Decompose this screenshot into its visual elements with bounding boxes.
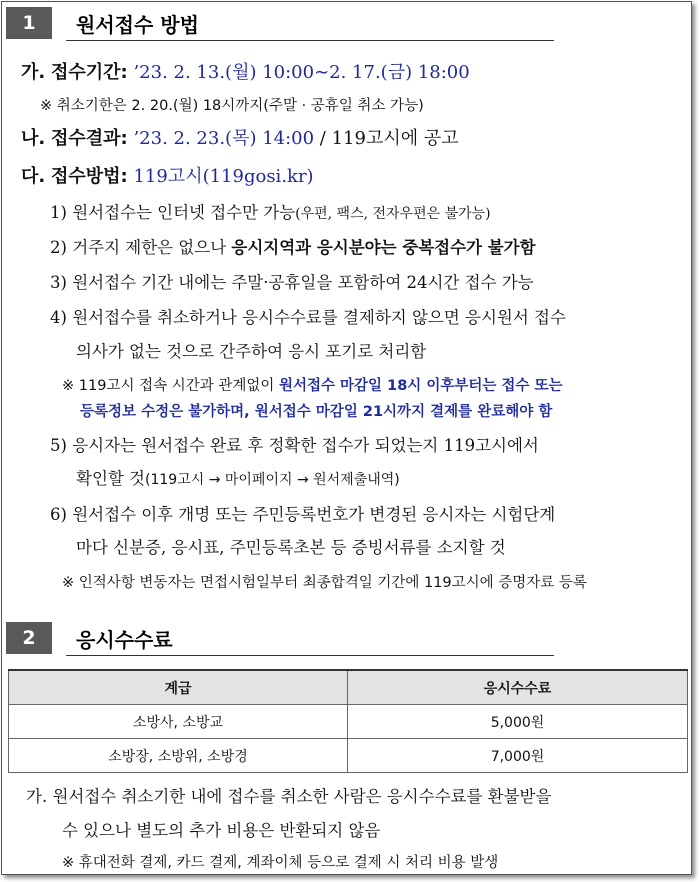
list-item [50, 199, 491, 223]
item-small: (우편, 팩스, 전자우편은 불가능) [295, 206, 491, 222]
note-emphasis: 원서접수 마감일 18시 이후부터는 접수 또는 [278, 378, 563, 394]
section-rule [66, 655, 554, 656]
item-text: 응시자는 원서접수 완료 후 정확한 접수가 되었는지 119고시에서 [72, 436, 539, 455]
result-value: ’23. 2. 23.(목) 14:00 [133, 128, 315, 149]
item-emphasis: 응시지역과 응시분야는 중복접수가 불가함 [231, 238, 536, 257]
section-1-header [6, 7, 554, 39]
deadline-warning-note [62, 374, 563, 395]
document-frame [1, 1, 692, 875]
marker: 가. [21, 62, 46, 83]
item-number: 2) [50, 238, 67, 257]
list-item [50, 269, 534, 293]
method-label: 접수방법: [50, 166, 128, 187]
item-number: 4) [50, 308, 67, 327]
section-number: 2 [6, 622, 52, 654]
item-number: 5) [50, 436, 67, 455]
section-2-header [6, 622, 554, 654]
section-rule [66, 40, 554, 41]
marker: 가. [26, 787, 48, 806]
item-text: 원서접수 기간 내에는 주말·공휴일을 포함하여 24시간 접수 가능 [72, 273, 534, 292]
section-title: 응시수수료 [76, 628, 173, 652]
list-item [50, 432, 539, 456]
list-item-continuation: 의사가 없는 것으로 간주하여 응시 포기로 처리함 [76, 342, 427, 361]
period-line [21, 58, 470, 84]
refund-line [26, 783, 551, 807]
column-header: 계급 [9, 670, 348, 705]
list-item [50, 234, 536, 258]
method-line [21, 162, 314, 188]
item-number: 1) [50, 203, 67, 222]
result-rest: / 119고시에 공고 [314, 128, 459, 149]
list-item-continuation: 마다 신분증, 응시표, 주민등록초본 등 증빙서류를 소지할 것 [76, 538, 506, 557]
item-text: 원서접수 이후 개명 또는 주민등록번호가 변경된 응시자는 시험단계 [72, 505, 556, 524]
period-value: ’23. 2. 13.(월) 10:00∼2. 17.(금) 18:00 [133, 62, 470, 83]
refund-line-continuation: 수 있으나 별도의 추가 비용은 반환되지 않음 [62, 821, 381, 840]
table-cell: 소방사, 소방교 [9, 705, 348, 739]
fee-table [8, 669, 688, 773]
table-header-row [9, 670, 688, 705]
refund-text: 원서접수 취소기한 내에 접수를 취소한 사람은 응시수수료를 환불받을 [52, 787, 552, 806]
table-row [9, 705, 688, 739]
item-text: 원서접수는 인터넷 접수만 가능 [72, 203, 296, 222]
period-label: 접수기간: [50, 62, 128, 83]
list-item [50, 304, 566, 328]
section-title: 원서접수 방법 [76, 13, 199, 37]
section-number: 1 [6, 7, 52, 39]
table-cell: 5,000원 [348, 705, 688, 739]
payment-fee-note: ※ 휴대전화 결제, 카드 결제, 계좌이체 등으로 결제 시 처리 비용 발생 [62, 855, 499, 871]
marker: 나. [21, 128, 46, 149]
list-item [50, 501, 555, 525]
table-row [9, 739, 688, 773]
result-line [21, 124, 459, 150]
table-cell: 소방장, 소방위, 소방경 [9, 739, 348, 773]
cancel-deadline-note: ※ 취소기한은 2. 20.(월) 18시까지(주말 · 공휴일 취소 가능) [40, 98, 424, 114]
table-cell: 7,000원 [348, 739, 688, 773]
item-small: (119고시 → 마이페이지 → 원서제출내역) [145, 472, 400, 488]
item-text: 원서접수를 취소하거나 응시수수료를 결제하지 않으면 응시원서 접수 [72, 308, 566, 327]
item-text: 거주지 제한은 없으나 [72, 238, 232, 257]
item-number: 6) [50, 505, 67, 524]
note-mark: ※ [62, 378, 75, 394]
list-item-continuation [76, 465, 400, 489]
method-value: 119고시(119gosi.kr) [133, 166, 314, 187]
item-number: 3) [50, 273, 67, 292]
note-text: 119고시 접속 시간과 관계없이 [78, 378, 279, 394]
item-text: 확인할 것 [76, 469, 146, 488]
result-label: 접수결과: [50, 128, 128, 149]
personal-info-change-note: ※ 인적사항 변동자는 면접시험일부터 최종합격일 기간에 119고시에 증명자료 등록 [62, 575, 587, 591]
marker: 다. [21, 166, 46, 187]
note-emphasis-continuation: 등록정보 수정은 불가하며, 원서접수 마감일 21시까지 결제를 완료해야 함 [80, 404, 553, 420]
column-header: 응시수수료 [348, 670, 688, 705]
